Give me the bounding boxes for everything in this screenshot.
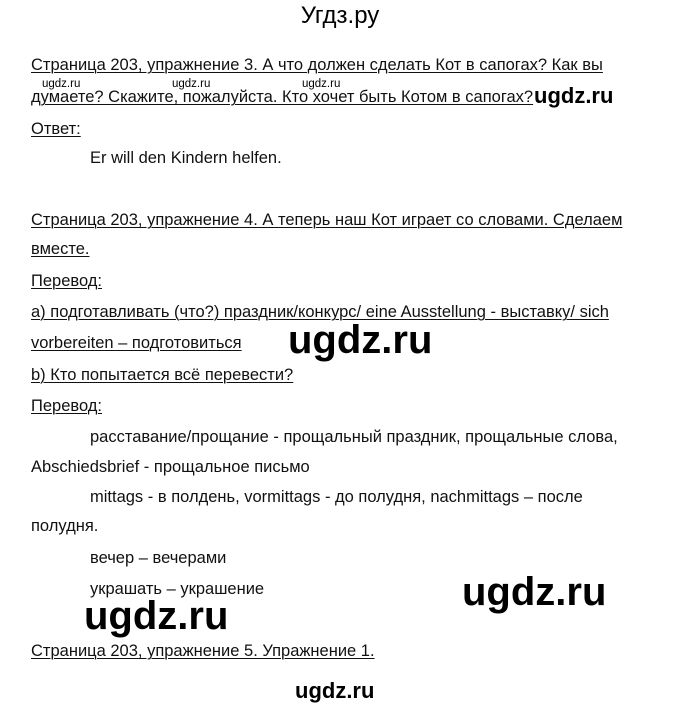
watermark-small-1: ugdz.ru [42,78,81,90]
watermark-bottom: ugdz.ru [295,678,375,703]
watermark-small-3: ugdz.ru [302,78,341,90]
translation-4: украшать – украшение [90,580,265,598]
ex4-heading-line1: Страница 203, упражнение 4. А теперь наш Кот играет со словами. Сделаем [31,211,623,229]
translation-label-1: Перевод: [31,272,102,290]
ex5-heading: Страница 203, упражнение 5. Упражнение 1. [31,642,375,660]
translation-3: вечер – вечерами [90,549,227,567]
ex3-answer-text: Er will den Kindern helfen. [90,149,282,167]
watermark-right-large: ugdz.ru [462,570,607,614]
translation-label-2: Перевод: [31,397,102,415]
translation-2-line2: полудня. [31,517,99,535]
translation-2-line1: mittags - в полдень, vormittags - до полудня, nachmittags – после [90,488,583,506]
site-title: Угдз.ру [300,2,380,29]
ex4-a-line1: a) подготавливать (что?) праздник/конкурс/ eine Ausstellung - выставку/ sich [31,303,609,321]
ex3-heading-line1: Страница 203, упражнение 3. А что должен сделать Кот в сапогах? Как вы [31,56,603,74]
ex3-heading-line2: думаете? Скажите, пожалуйста. Кто хочет быть Котом в сапогах? [31,88,534,106]
watermark-inline: ugdz.ru [534,83,614,108]
ex4-b-line: b) Кто попытается всё перевести? [31,366,294,384]
watermark-left-large: ugdz.ru [84,594,229,638]
ex3-answer-label: Ответ: [31,120,81,138]
watermark-small-2: ugdz.ru [172,78,211,90]
ex4-a-line2: vorbereiten – подготовиться [31,334,242,352]
translation-1-line1: расставание/прощание - прощальный праздник, прощальные слова, [90,428,618,446]
watermark-mid: ugdz.ru [288,318,433,362]
ex4-heading-line2: вместе. [31,240,90,258]
translation-1-line2: Abschiedsbrief - прощальное письмо [31,458,310,476]
